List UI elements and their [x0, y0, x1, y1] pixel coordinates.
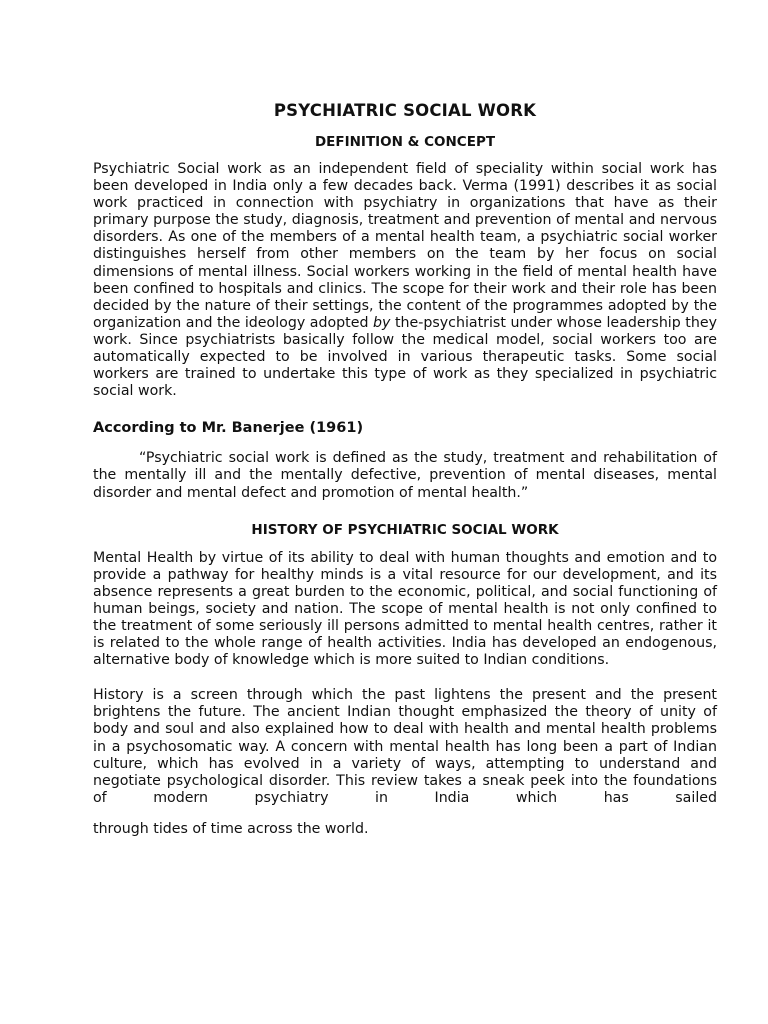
- paragraph-history: History is a screen through which the past lightens the present and the present brightens the future. The ancient Indian thought emphasized the theory of unity of body and soul and also explained how to deal with health and mental health problems in a psychosomatic way. A concern with mental health has long been a part of Indian culture, which has evolved in a variety of ways, attempting to understand and negotiate psychological disorder. This review takes a sneak peek into the foundations of modern psychiatry in India which has sailed: [93, 687, 717, 806]
- paragraph-definition-text-end: the-psychiatrist under whose leadership they work. Since psychiatrists basically follow the medical model, social workers too are automatically expected to be involved in various therapeutic tasks. Some social workers are trained to undertake this type of work as they specialized in psychiatric social work.: [93, 314, 717, 400]
- paragraph-definition-italic: by: [373, 314, 391, 331]
- according-heading: According to Mr. Banerjee (1961): [93, 420, 364, 437]
- paragraph-mental-health: Mental Health by virtue of its ability to deal with human thoughts and emotion and to provide a pathway for healthy minds is a vital resource for our development, and its absence represents a great burden to the economic, political, and social functioning of human beings, society and nation. The scope of mental health is not only confined to the treatment of some seriously ill persons admitted to mental health centres, rather it is related to the whole range of health activities. India has developed an endogenous, alternative body of knowledge which is more suited to Indian conditions.: [93, 549, 717, 669]
- page-title: PSYCHIATRIC SOCIAL WORK: [273, 101, 537, 120]
- section-subtitle: DEFINITION & CONCEPT: [314, 134, 496, 150]
- paragraph-definition-text: Psychiatric Social work as an independent field of speciality within social work has been developed in India only a few decades back. Verma (1991) describes it as social work practiced in connection with psychiatry in organizations that have as their primary purpose the study, diagnosis, treatment and prevention of mental and nervous disorders. As one of the members of a mental health team, a psychiatric social worker distinguishes herself from other members on the team by her focus on social dimensions of mental illness. Social workers working in the field of mental health have been confined to hospitals and clinics. The scope for their work and their role has been decided by the nature of their settings, the content of the programmes adopted by the organization and the ideology adopted: [93, 161, 717, 331]
- definition-quote: “Psychiatric social work is defined as the study, treatment and rehabilitation of the mentally ill and the mentally defective, prevention of mental diseases, mental disorder and mental defect and promotion of mental health.”: [93, 450, 717, 501]
- paragraph-history-continuation: through tides of time across the world.: [93, 820, 369, 837]
- history-heading: HISTORY OF PSYCHIATRIC SOCIAL WORK: [251, 521, 559, 538]
- paragraph-definition: [93, 161, 717, 400]
- document-page: [93, 100, 717, 838]
